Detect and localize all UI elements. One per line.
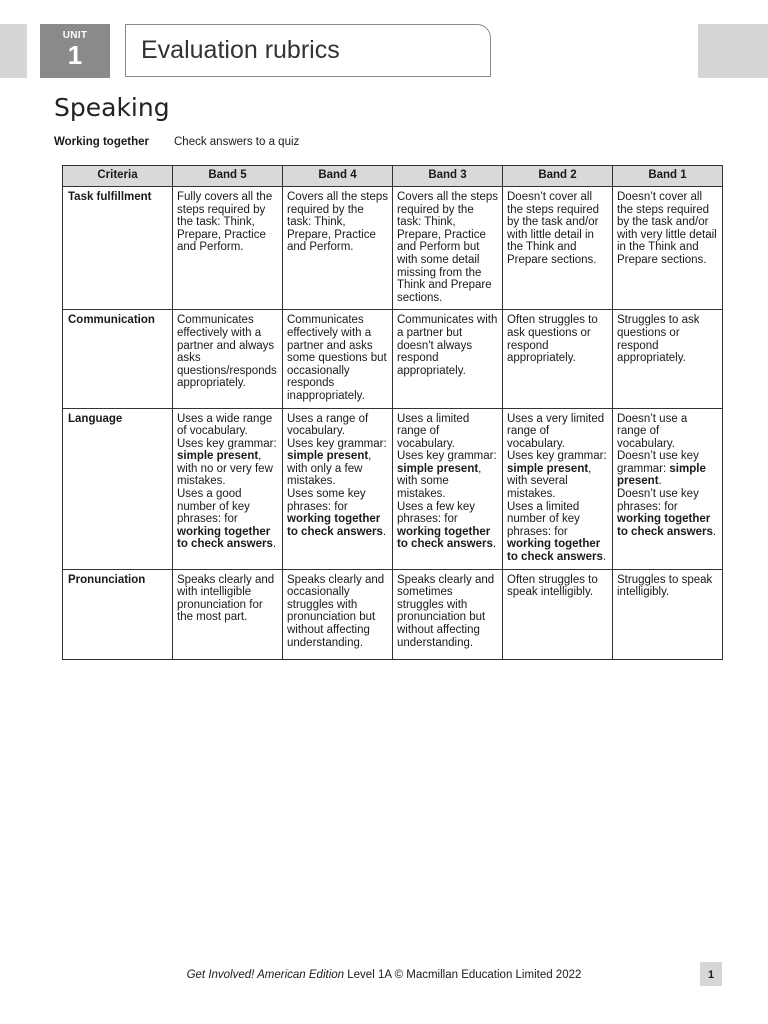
descriptor-text: Uses a few key phrases: for [397, 500, 475, 526]
band-3-cell [393, 310, 503, 408]
unit-badge [40, 24, 110, 78]
header-band-4: Band 4 [283, 166, 393, 187]
key-term: simple present [287, 450, 369, 463]
descriptor-text: , with some mistakes. [397, 462, 482, 501]
header-criteria: Criteria [63, 166, 173, 187]
table-row [63, 569, 723, 659]
key-term: simple present [397, 462, 479, 475]
footer-copyright: Level 1A © Macmillan Education Limited 2022 [344, 969, 582, 981]
descriptor-text: , with several mistakes. [507, 462, 592, 501]
descriptor-text: Communicates effectively with a partner and asks some questions but occasionally responds inappropriately. [287, 314, 387, 402]
descriptor-text: Uses key grammar: [397, 450, 497, 463]
rubric-body [63, 187, 723, 660]
descriptor-text: Uses key grammar: [177, 437, 277, 450]
descriptor-text: Often struggles to ask questions or respond appropriately. [507, 314, 598, 365]
band-4-cell [283, 310, 393, 408]
descriptor-text: Doesn’t use a range of vocabulary. [617, 412, 688, 450]
descriptor-text: Struggles to ask questions or respond appropriately. [617, 314, 700, 365]
band-4-cell [283, 569, 393, 659]
descriptor-text: . [272, 538, 277, 551]
table-row [63, 408, 723, 569]
rubric-table [62, 165, 723, 660]
key-term: working together to check answers [507, 538, 603, 564]
descriptor-text: Uses a good number of key phrases: for [177, 488, 250, 526]
descriptor-text: Uses a limited number of key phrases: for [507, 500, 580, 538]
criterion-cell: Task fulfillment [63, 187, 173, 310]
band-1-cell [613, 187, 723, 310]
band-1-cell [613, 408, 723, 569]
band-2-cell [503, 310, 613, 408]
descriptor-text: Doesn’t use key phrases: for [617, 488, 699, 513]
key-term: simple present [177, 450, 259, 463]
descriptor-text: Speaks clearly and with intelligible pronunciation for the most part. [177, 573, 275, 624]
band-3-cell [393, 569, 503, 659]
descriptor-text: Speaks clearly and sometimes struggles with pronunciation but without affecting understanding. [397, 573, 495, 649]
band-2-cell [503, 569, 613, 659]
key-term: simple present [617, 462, 706, 488]
descriptor-text: , with only a few mistakes. [287, 450, 372, 488]
band-4-cell [283, 408, 393, 569]
table-row [63, 187, 723, 310]
header-band-2: Band 2 [503, 166, 613, 187]
band-5-cell [173, 187, 283, 310]
header-right-bar [698, 24, 768, 78]
descriptor-text: Uses a limited range of vocabulary. [397, 412, 470, 450]
descriptor-text: . [712, 525, 717, 538]
descriptor-text: Uses some key phrases: for [287, 488, 366, 513]
key-term: working together to check answers [287, 513, 383, 538]
band-1-cell [613, 569, 723, 659]
key-term: working together to check answers [617, 513, 713, 538]
footer [0, 969, 768, 981]
criterion-cell: Communication [63, 310, 173, 408]
band-2-cell [503, 408, 613, 569]
footer-book-title: Get Involved! American Edition [186, 969, 345, 981]
band-1-cell [613, 310, 723, 408]
descriptor-text: Struggles to speak intelligibly. [617, 573, 713, 599]
descriptor-text: Fully covers all the steps required by the task: Think, Prepare, Practice and Perform. [177, 191, 273, 254]
unit-number: 1 [67, 40, 83, 70]
page-title: Evaluation rubrics [141, 36, 340, 64]
descriptor-text: Uses a very limited range of vocabulary. [507, 412, 605, 450]
band-3-cell [393, 187, 503, 310]
descriptor-text: Uses key grammar: [507, 450, 607, 463]
descriptor-text: . [492, 538, 497, 551]
descriptor-text: Often struggles to speak intelligibly. [507, 573, 598, 599]
descriptor-text: Covers all the steps required by the task: Think, Prepare, Practice and Perform. [287, 191, 388, 254]
table-row [63, 310, 723, 408]
key-term: simple present [507, 462, 589, 475]
band-2-cell [503, 187, 613, 310]
descriptor-text: , with no or very few mistakes. [177, 450, 273, 488]
band-5-cell [173, 569, 283, 659]
section-title: Speaking [54, 93, 170, 122]
unit-label: UNIT [62, 30, 88, 41]
descriptor-text: Covers all the steps required by the task: Think, Prepare, Practice and Perform but with some detail missing from the Think and Prepare sections. [397, 191, 498, 304]
band-3-cell [393, 408, 503, 569]
key-term: working together to check answers [177, 525, 273, 551]
header-left-bar [0, 24, 27, 78]
header-band-1: Band 1 [613, 166, 723, 187]
descriptor-text: Communicates effectively with a partner and always asks questions/responds appropriately. [177, 314, 277, 390]
activity-label: Working together [54, 136, 149, 148]
page-number: 1 [700, 962, 722, 986]
key-term: working together to check answers [397, 525, 493, 551]
descriptor-text: . [602, 551, 607, 564]
band-4-cell [283, 187, 393, 310]
criterion-cell: Pronunciation [63, 569, 173, 659]
criterion-cell: Language [63, 408, 173, 569]
descriptor-text: Doesn’t use key grammar: [617, 450, 699, 475]
activity-description: Check answers to a quiz [174, 136, 300, 148]
descriptor-text: Uses a wide range of vocabulary. [177, 412, 273, 438]
descriptor-text: . [658, 475, 662, 488]
title-box [125, 24, 491, 77]
descriptor-text: Uses a range of vocabulary. [287, 412, 369, 438]
descriptor-text: Doesn’t cover all the steps required by the task and/or with very little detail in the Think and Prepare sections. [617, 191, 717, 266]
band-5-cell [173, 408, 283, 569]
band-5-cell [173, 310, 283, 408]
descriptor-text: Uses key grammar: [287, 437, 387, 450]
table-header-row [63, 166, 723, 187]
header-band-5: Band 5 [173, 166, 283, 187]
header-band-3: Band 3 [393, 166, 503, 187]
descriptor-text: . [382, 525, 387, 538]
descriptor-text: Doesn’t cover all the steps required by the task and/or with little detail in the Think and Prepare sections. [507, 191, 600, 266]
descriptor-text: Speaks clearly and occasionally struggles with pronunciation but without affecting understanding. [287, 573, 385, 649]
descriptor-text: Communicates with a partner but doesn't always respond appropriately. [397, 314, 498, 377]
